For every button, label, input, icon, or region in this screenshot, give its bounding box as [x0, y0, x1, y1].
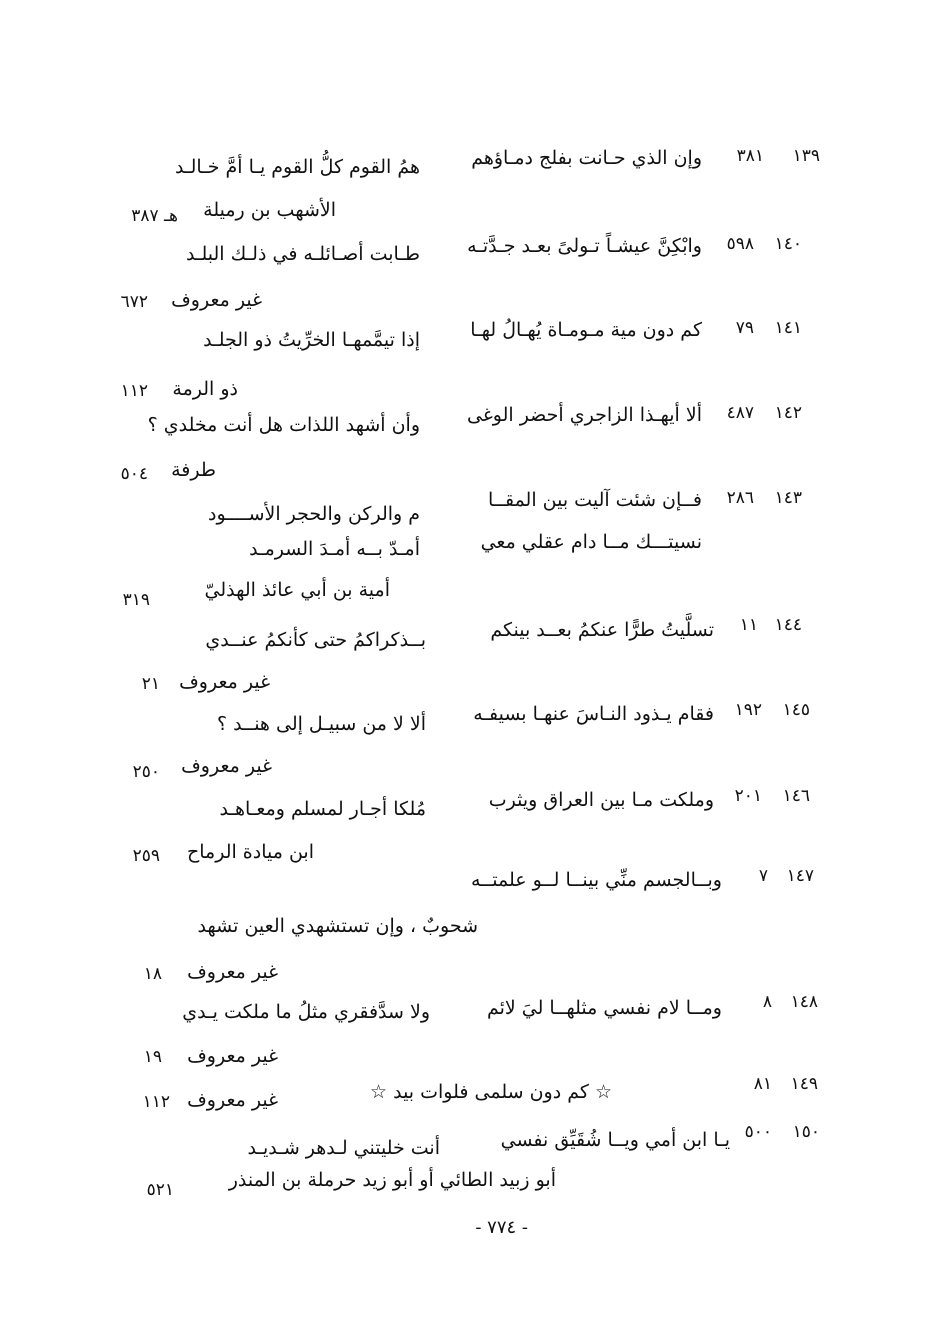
verse-first-hemistich: فقام يـذود النـاسَ عنهـا بسيفـه	[473, 703, 714, 725]
verse-second-hemistich: بــذكراكمُ حتى كأنكمُ عنــدي	[205, 629, 426, 651]
verse-first-hemistich: وابْكِنَّ عيشـاً تـولىً بعـد جـدَّتـه	[467, 235, 702, 257]
entry-number: ١٤٢	[774, 403, 802, 423]
verse-second-hemistich: إذا تيمَّمهـا الخرِّيتُ ذو الجلـد	[203, 329, 420, 351]
entry-number: ١٤٨	[790, 992, 818, 1012]
entry-number: ١٣٩	[792, 146, 820, 166]
verse-first-hemistich: تسلَّيتُ طرًّا عنكمُ بعــد بينكم	[490, 619, 714, 641]
verse-second-hemistich: وأن أشهد اللذات هل أنت مخلدي ؟	[147, 414, 420, 436]
verse-first-hemistich: يـا ابن أمي ويــا شُقَيِّق نفسي	[500, 1129, 730, 1151]
poet-name: غير معروف	[187, 1045, 278, 1067]
source-ref: ١١٢	[142, 1092, 170, 1112]
poet-name: ذو الرمة	[172, 378, 238, 400]
verse-second-hemistich: م والركن والحجر الأســــود	[208, 503, 420, 525]
verse-first-hemistich: فــإن شئت آليت بين المقــا	[488, 489, 702, 511]
entry-page: ٢٨٦	[726, 488, 754, 508]
poet-name: غير معروف	[187, 1089, 278, 1111]
poet-name: أبو زبيد الطائي أو أبو زيد حرملة بن المنذر	[228, 1169, 556, 1191]
source-ref: هـ ٣٨٧	[131, 206, 178, 226]
source-ref: ١٩	[143, 1047, 162, 1067]
entry-page: ٢٠١	[734, 786, 762, 806]
poet-name: غير معروف	[179, 671, 270, 693]
entry-number: ١٤٦	[782, 786, 810, 806]
source-ref: ٢٥٩	[132, 846, 160, 866]
entry-number: ١٤٠	[774, 234, 802, 254]
poet-name: أمية بن أبي عائذ الهذليّ	[204, 579, 390, 601]
entry-page: ١٩٢	[734, 700, 762, 720]
verse-first-hemistich: وملكت مـا بين العراق ويثرب	[488, 789, 714, 811]
entry-page: ٧	[758, 866, 768, 886]
entry-number: ١٤٣	[774, 488, 802, 508]
entry-number: ١٥٠	[792, 1122, 820, 1142]
verse-second-hemistich: ألا لا من سبيـل إلى هنــد ؟	[216, 713, 426, 735]
verse-second-hemistich: همُ القوم كلُّ القوم يـا أمَّ خـالـد	[175, 156, 420, 178]
entry-number: ١٤٧	[786, 866, 814, 886]
verse-first-hemistich: ومــا لام نفسي مثلهــا ليَ لائم	[486, 997, 722, 1019]
verse-second-hemistich: أنت خليتني لـدهر شـديـد	[247, 1137, 440, 1159]
poet-name: ابن ميادة الرماح	[186, 841, 314, 863]
entry-page: ٨١	[753, 1074, 772, 1094]
entry-page: ٥٠٠	[744, 1122, 772, 1142]
source-ref: ٢٥٠	[132, 762, 160, 782]
verse-second-hemistich: طـابت أصـائلـه في ذلـك البلـد	[185, 243, 420, 265]
source-ref: ٢١	[141, 674, 160, 694]
entry-page: ٣٨١	[736, 146, 764, 166]
entry-page: ٥٩٨	[726, 234, 754, 254]
poet-name: غير معروف	[181, 755, 272, 777]
verse-first-hemistich: وبــالجسم منِّي بينــا لــو علمتــه	[470, 869, 722, 891]
verse-single-line: ☆ كم دون سلمى فلوات بيد ☆	[370, 1081, 612, 1103]
entry-number: ١٤٤	[774, 615, 802, 635]
verse-first-hemistich: ألا أيهـذا الزاجري أحضر الوغى	[467, 404, 702, 426]
source-ref: ١١٢	[120, 381, 148, 401]
verse-second-hemistich: أمـدّ بــه أمـدَ السرمـد	[249, 538, 420, 560]
entry-page: ٤٨٧	[726, 403, 754, 423]
poet-name: الأشهب بن رميلة	[203, 199, 336, 221]
verse-first-hemistich: نسيتـــك مــا دام عقلي معي	[480, 531, 702, 553]
entry-number: ١٤٩	[790, 1074, 818, 1094]
source-ref: ٣١٩	[122, 590, 150, 610]
source-ref: ٥٠٤	[120, 464, 148, 484]
entry-number: ١٤٥	[782, 700, 810, 720]
poet-name: طرفة	[171, 459, 216, 481]
source-ref: ٦٧٢	[120, 292, 148, 312]
verse-continuation: شحوبٌ ، وإن تستشهدي العين تشهد	[197, 915, 478, 937]
verse-second-hemistich: ولا سدَّفقري مثلُ ما ملكت يـدي	[182, 1001, 430, 1023]
entry-number: ١٤١	[774, 318, 802, 338]
entry-page: ٨	[762, 992, 772, 1012]
verse-first-hemistich: وإن الذي حـانت بفلج دمـاؤهم	[471, 147, 702, 169]
page-number: - ٧٧٤ -	[475, 1217, 528, 1238]
verse-first-hemistich: كم دون مية مـومـاة يُهـالُ لهـا	[470, 319, 702, 341]
poet-name: غير معروف	[187, 961, 278, 983]
source-ref: ٥٢١	[146, 1180, 174, 1200]
verse-second-hemistich: مُلكا أجـار لمسلم ومعـاهـد	[219, 798, 426, 820]
entry-page: ٧٩	[735, 318, 754, 338]
poet-name: غير معروف	[171, 289, 262, 311]
source-ref: ١٨	[143, 964, 162, 984]
entry-page: ١١	[739, 615, 758, 635]
